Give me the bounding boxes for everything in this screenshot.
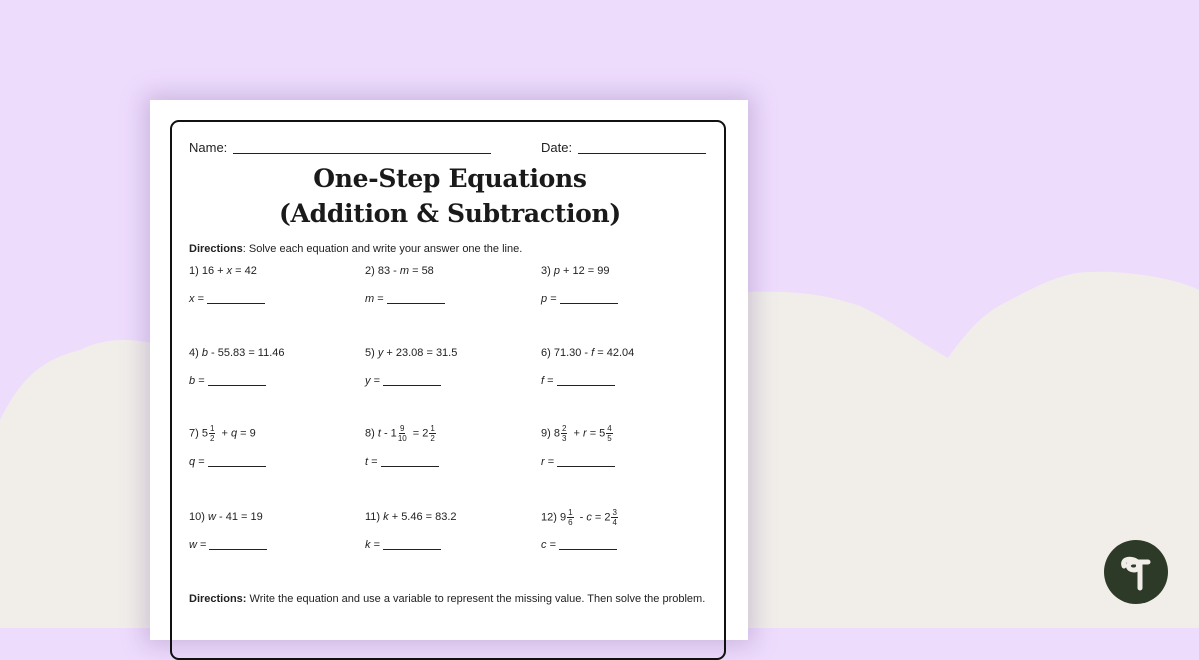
problem-8: 8) t - 1 $\frac{9}{10}$ = 2 $\frac{1}{2}$ — [365, 424, 435, 443]
problem-1: 1) 16 + x = 42 — [189, 265, 257, 277]
answer-line[interactable] — [207, 303, 265, 304]
answer-12[interactable]: c = — [541, 539, 617, 551]
name-label: Name: — [189, 140, 228, 155]
directions-1-text: : Solve each equation and write your answer one the line. — [242, 243, 523, 255]
answer-1[interactable]: x = — [189, 293, 265, 305]
answer-9[interactable]: r = — [541, 456, 615, 468]
answer-line[interactable] — [383, 385, 441, 386]
answer-line[interactable] — [209, 549, 267, 550]
answer-6[interactable]: f = — [541, 375, 615, 387]
problem-4: 4) b - 55.83 = 11.46 — [189, 347, 285, 359]
problem-12: 12) 9 $\frac{1}{6}$ - c = 2 $\frac{3}{4}$ — [541, 508, 617, 527]
answer-line[interactable] — [559, 549, 617, 550]
answer-11[interactable]: k = — [365, 539, 441, 551]
answer-3[interactable]: p = — [541, 293, 618, 305]
answer-line[interactable] — [208, 385, 266, 386]
problem-5: 5) y + 23.08 = 31.5 — [365, 347, 458, 359]
problem-11: 11) k + 5.46 = 83.2 — [365, 511, 457, 523]
directions-2 — [189, 592, 709, 606]
answer-4[interactable]: b = — [189, 375, 266, 387]
problem-9: 9) 8 $\frac{2}{3}$ + r = 5 $\frac{4}{5}$ — [541, 424, 612, 443]
date-field[interactable] — [578, 153, 706, 154]
answer-8[interactable]: t = — [365, 456, 439, 468]
directions-1-label: Directions — [189, 243, 243, 255]
worksheet-border — [170, 120, 726, 660]
answer-line[interactable] — [557, 466, 615, 467]
problem-3: 3) p + 12 = 99 — [541, 265, 610, 277]
title-line-2: (Addition & Subtraction) — [279, 199, 621, 228]
teach-starter-logo[interactable] — [1104, 540, 1168, 604]
directions-2-text: Write the equation and use a variable to represent the missing value. Then solve the problem. — [246, 593, 706, 605]
name-date-row — [189, 140, 709, 158]
answer-10[interactable]: w = — [189, 539, 267, 551]
problem-6: 6) 71.30 - f = 42.04 — [541, 347, 635, 359]
answer-line[interactable] — [208, 466, 266, 467]
directions-1 — [189, 242, 522, 256]
problem-7: 7) 5 $\frac{1}{2}$ + q = 9 — [189, 424, 256, 443]
answer-2[interactable]: m = — [365, 293, 445, 305]
answer-line[interactable] — [387, 303, 445, 304]
answer-line[interactable] — [560, 303, 618, 304]
teach-starter-logo-icon — [1104, 540, 1168, 604]
directions-2-label: Directions: — [189, 593, 247, 605]
problem-2: 2) 83 - m = 58 — [365, 265, 434, 277]
name-field[interactable] — [233, 153, 491, 154]
answer-7[interactable]: q = — [189, 456, 266, 468]
answer-5[interactable]: y = — [365, 375, 441, 387]
answer-line[interactable] — [557, 385, 615, 386]
title-line-1: One-Step Equations — [313, 164, 587, 193]
date-label: Date: — [541, 140, 573, 155]
answer-line[interactable] — [381, 466, 439, 467]
answer-line[interactable] — [383, 549, 441, 550]
worksheet-page — [150, 100, 748, 640]
problem-10: 10) w - 41 = 19 — [189, 511, 263, 523]
